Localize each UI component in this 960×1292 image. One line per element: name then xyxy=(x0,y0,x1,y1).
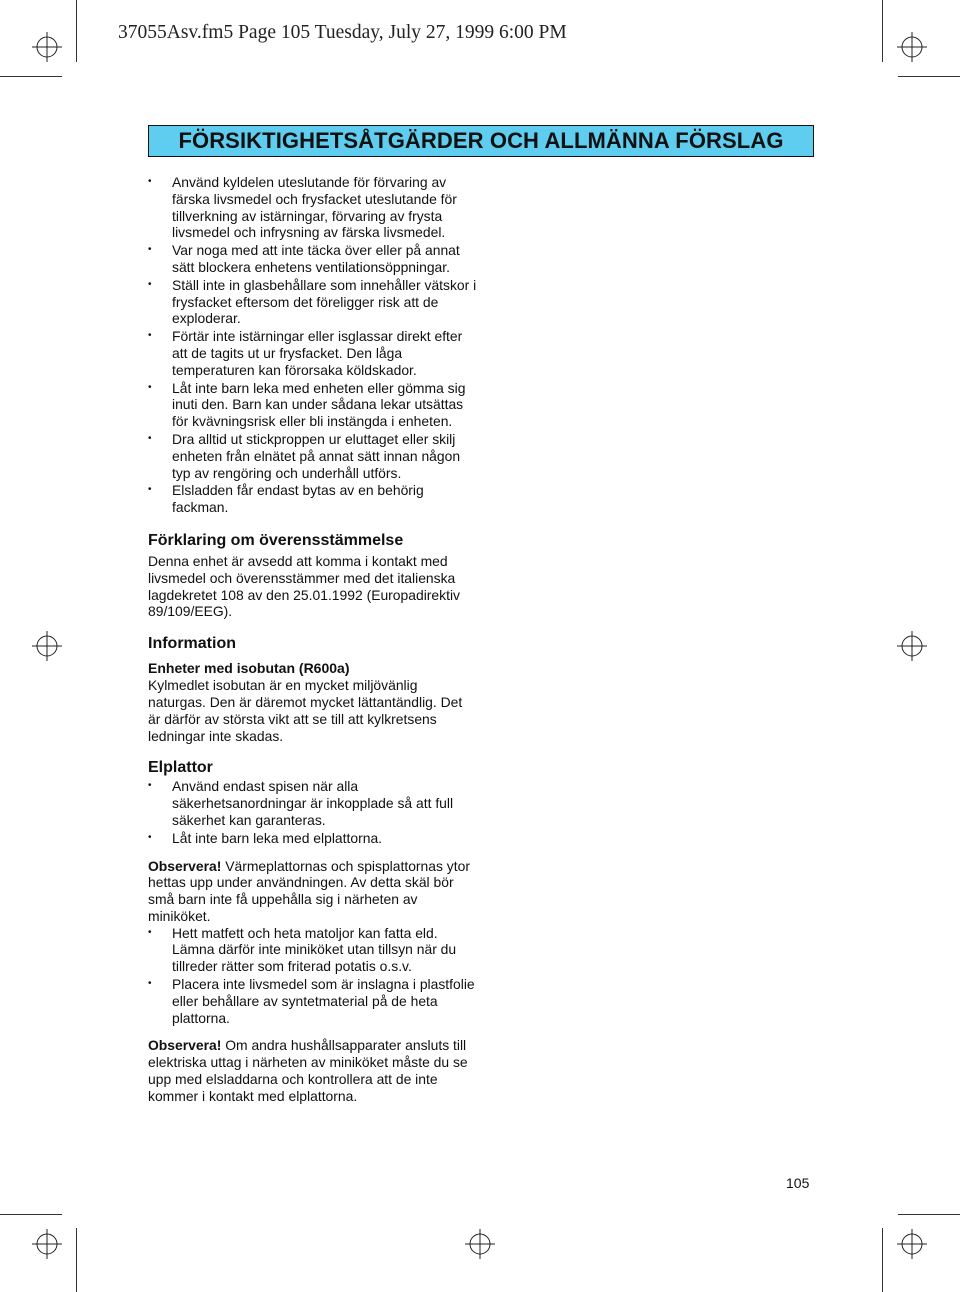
information-subheading: Enheter med isobutan (R600a) xyxy=(148,660,350,677)
precautions-list xyxy=(148,174,478,516)
registration-mark-icon xyxy=(897,32,927,62)
note-text: Om andra hushållsapparater ansluts till elektriska uttag i närheten av miniköket måste du se upp med elsladdarna och kontrollera att de inte kommer i kontakt med elplattorna. xyxy=(148,1037,468,1104)
list-item: • Låt inte barn leka med elplattorna. xyxy=(148,830,478,847)
note-label: Observera! xyxy=(148,857,222,874)
section-title-banner xyxy=(148,125,814,157)
crop-mark xyxy=(882,1228,883,1292)
hotplates-heading: Elplattor xyxy=(148,759,213,777)
crop-mark xyxy=(76,0,77,62)
list-item: • Hett matfett och heta matoljor kan fatta eld. Lämna därför inte miniköket utan tillsyn när du tillreder rätter som friterad potatis o.s.v. xyxy=(148,925,478,975)
list-item: • Använd endast spisen när alla säkerhetsanordningar är inkopplade så att full säkerhet kan garanteras. xyxy=(148,778,478,828)
list-item: • Använd kyldelen uteslutande för förvaring av färska livsmedel och frysfacket uteslutande för tillverkning av istärningar, förvaring av frysta livsmedel och infrysning av färska livsmedel. xyxy=(148,174,478,241)
list-item: • Låt inte barn leka med enheten eller gömma sig inuti den. Barn kan under sådana lekar utsättas för kvävningsrisk eller bli instängda i enheten. xyxy=(148,380,478,430)
list-item: • Förtär inte istärningar eller isglassar direkt efter att de tagits ut ur frysfacket. Den låga temperaturen kan förorsaka köldskador. xyxy=(148,328,478,378)
crop-mark xyxy=(76,1228,77,1292)
registration-mark-icon xyxy=(465,1229,495,1259)
crop-mark xyxy=(882,0,883,62)
hotplates-note-1 xyxy=(148,858,478,925)
registration-mark-icon xyxy=(32,32,62,62)
registration-mark-icon xyxy=(897,1229,927,1259)
list-item: • Dra alltid ut stickproppen ur eluttaget eller skilj enheten från elnätet på annat sätt innan någon typ av rengöring och underhåll utförs. xyxy=(148,431,478,481)
note-text: Värmeplattornas och spisplattornas ytor hettas upp under användningen. Av detta skäl bör små barn inte få uppehålla sig i närheten av miniköket. xyxy=(148,857,470,924)
print-header: 37055Asv.fm5 Page 105 Tuesday, July 27, 1999 6:00 PM xyxy=(118,22,567,43)
note-label: Observera! xyxy=(148,1037,222,1054)
list-item: • Ställ inte in glasbehållare som innehåller vätskor i frysfacket eftersom det föreligger risk att de exploderar. xyxy=(148,277,478,327)
list-item: • Placera inte livsmedel som är inslagna i plastfolie eller behållare av syntetmaterial på de heta plattorna. xyxy=(148,976,478,1026)
information-heading: Information xyxy=(148,635,236,653)
conformity-text: Denna enhet är avsedd att komma i kontakt med livsmedel och överensstämmer med det italienska lagdekretet 108 av den 25.01.1992 (Europadirektiv 89/109/EEG). xyxy=(148,552,460,620)
conformity-heading: Förklaring om överensstämmelse xyxy=(148,531,404,549)
crop-mark xyxy=(0,76,62,77)
crop-mark xyxy=(898,76,960,77)
main-column xyxy=(148,174,478,1105)
crop-mark xyxy=(898,1214,960,1215)
hotplates-list-2 xyxy=(148,925,478,1027)
information-text: Kylmedlet isobutan är en mycket miljövänlig naturgas. Den är däremot mycket lättantändlig. Det är därför av största vikt att se till att kylkretsens ledningar inte skadas. xyxy=(148,677,463,744)
registration-mark-icon xyxy=(32,631,62,661)
page-number: 105 xyxy=(786,1175,810,1191)
list-item: • Var noga med att inte täcka över eller på annat sätt blockera enhetens ventilationsöppningar. xyxy=(148,242,478,276)
registration-mark-icon xyxy=(32,1229,62,1259)
registration-mark-icon xyxy=(897,631,927,661)
hotplates-note-2 xyxy=(148,1037,478,1104)
list-item: • Elsladden får endast bytas av en behörig fackman. xyxy=(148,482,478,516)
crop-mark xyxy=(0,1214,62,1215)
hotplates-list xyxy=(148,778,478,846)
page-title: FÖRSIKTIGHETSÅTGÄRDER OCH ALLMÄNNA FÖRSLAG xyxy=(178,128,784,153)
